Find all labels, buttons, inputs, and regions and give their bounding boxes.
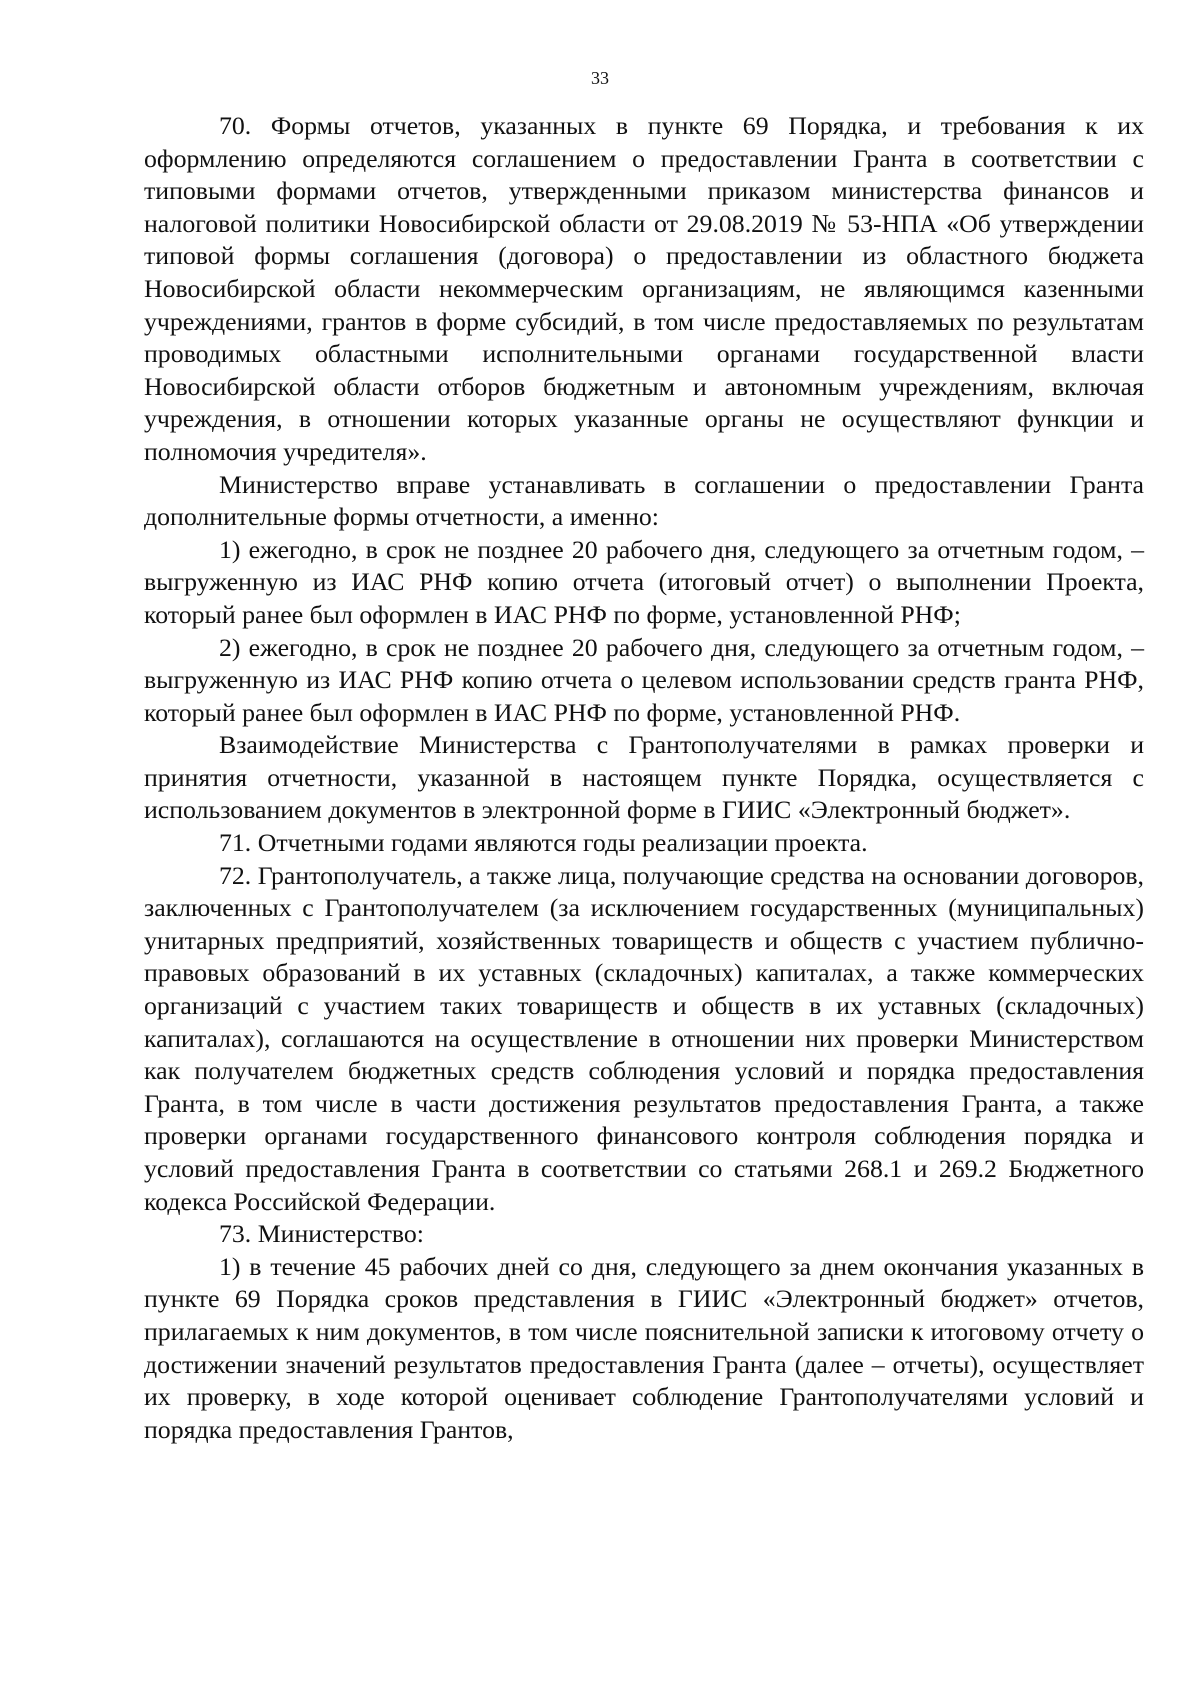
paragraph-item-2: 2) ежегодно, в срок не позднее 20 рабочего дня, следующего за отчетным годом, – выгруженную из ИАС РНФ копию отчета о целевом использовании средств гранта РНФ, который ранее был оформлен в ИАС РНФ по форме, установленной РНФ. — [144, 632, 1144, 727]
document-body — [144, 110, 1144, 1446]
paragraph-72: 72. Грантополучатель, а также лица, получающие средства на основании договоров, заключенных с Грантополучателем (за исключением государственных (муниципальных) унитарных предприятий, хозяйственных товариществ и обществ с участием публично-правовых образований в их уставных (складочных) капиталах, а также коммерческих организаций с участием таких товариществ и обществ в их уставных (складочных) капиталах), соглашаются на осуществление в отношении них проверки Министерством как получателем бюджетных средств соблюдения условий и порядка предоставления Гранта, в том числе в части достижения результатов предоставления Гранта, а также проверки органами государственного финансового контроля соблюдения порядка и условий предоставления Гранта в соответствии со статьями 268.1 и 269.2 Бюджетного кодекса Российской Федерации. — [144, 860, 1144, 1216]
paragraph-73: 73. Министерство: — [219, 1219, 424, 1249]
page-number: 33 — [591, 68, 609, 88]
paragraph-ministry-rights: Министерство вправе устанавливать в соглашении о предоставлении Гранта дополнительные формы отчетности, а именно: — [144, 469, 1144, 532]
paragraph-73-item-1: 1) в течение 45 рабочих дней со дня, следующего за днем окончания указанных в пункте 69 Порядка сроков представления в ГИИС «Электронный бюджет» отчетов, прилагаемых к ним документов, в том числе пояснительной записки к итоговому отчету о достижении значений результатов предоставления Гранта (далее – отчеты), осуществляет их проверку, в ходе которой оценивает соблюдение Грантополучателями условий и порядка предоставления Грантов, — [144, 1251, 1144, 1444]
paragraph-70: 70. Формы отчетов, указанных в пункте 69 Порядка, и требования к их оформлению определяются соглашением о предоставлении Гранта в соответствии с типовыми формами отчетов, утвержденными приказом министерства финансов и налоговой политики Новосибирской области от 29.08.2019 № 53-НПА «Об утверждении типовой формы соглашения (договора) о предоставлении из областного бюджета Новосибирской области некоммерческим организациям, не являющимся казенными учреждениями, грантов в форме субсидий, в том числе предоставляемых по результатам проводимых областными исполнительными органами государственной власти Новосибирской области отборов бюджетным и автономным учреждениям, включая учреждения, в отношении которых указанные органы не осуществляют функции и полномочия учредителя». — [144, 111, 1144, 466]
paragraph-item-1: 1) ежегодно, в срок не позднее 20 рабочего дня, следующего за отчетным годом, – выгруженную из ИАС РНФ копию отчета (итоговый отчет) о выполнении Проекта, который ранее был оформлен в ИАС РНФ по форме, установленной РНФ; — [144, 534, 1144, 629]
paragraph-interaction: Взаимодействие Министерства с Грантополучателями в рамках проверки и принятия отчетности, указанной в настоящем пункте Порядка, осуществляется с использованием документов в электронной форме в ГИИС «Электронный бюджет». — [144, 730, 1144, 825]
paragraph-71: 71. Отчетными годами являются годы реализации проекта. — [219, 828, 868, 858]
